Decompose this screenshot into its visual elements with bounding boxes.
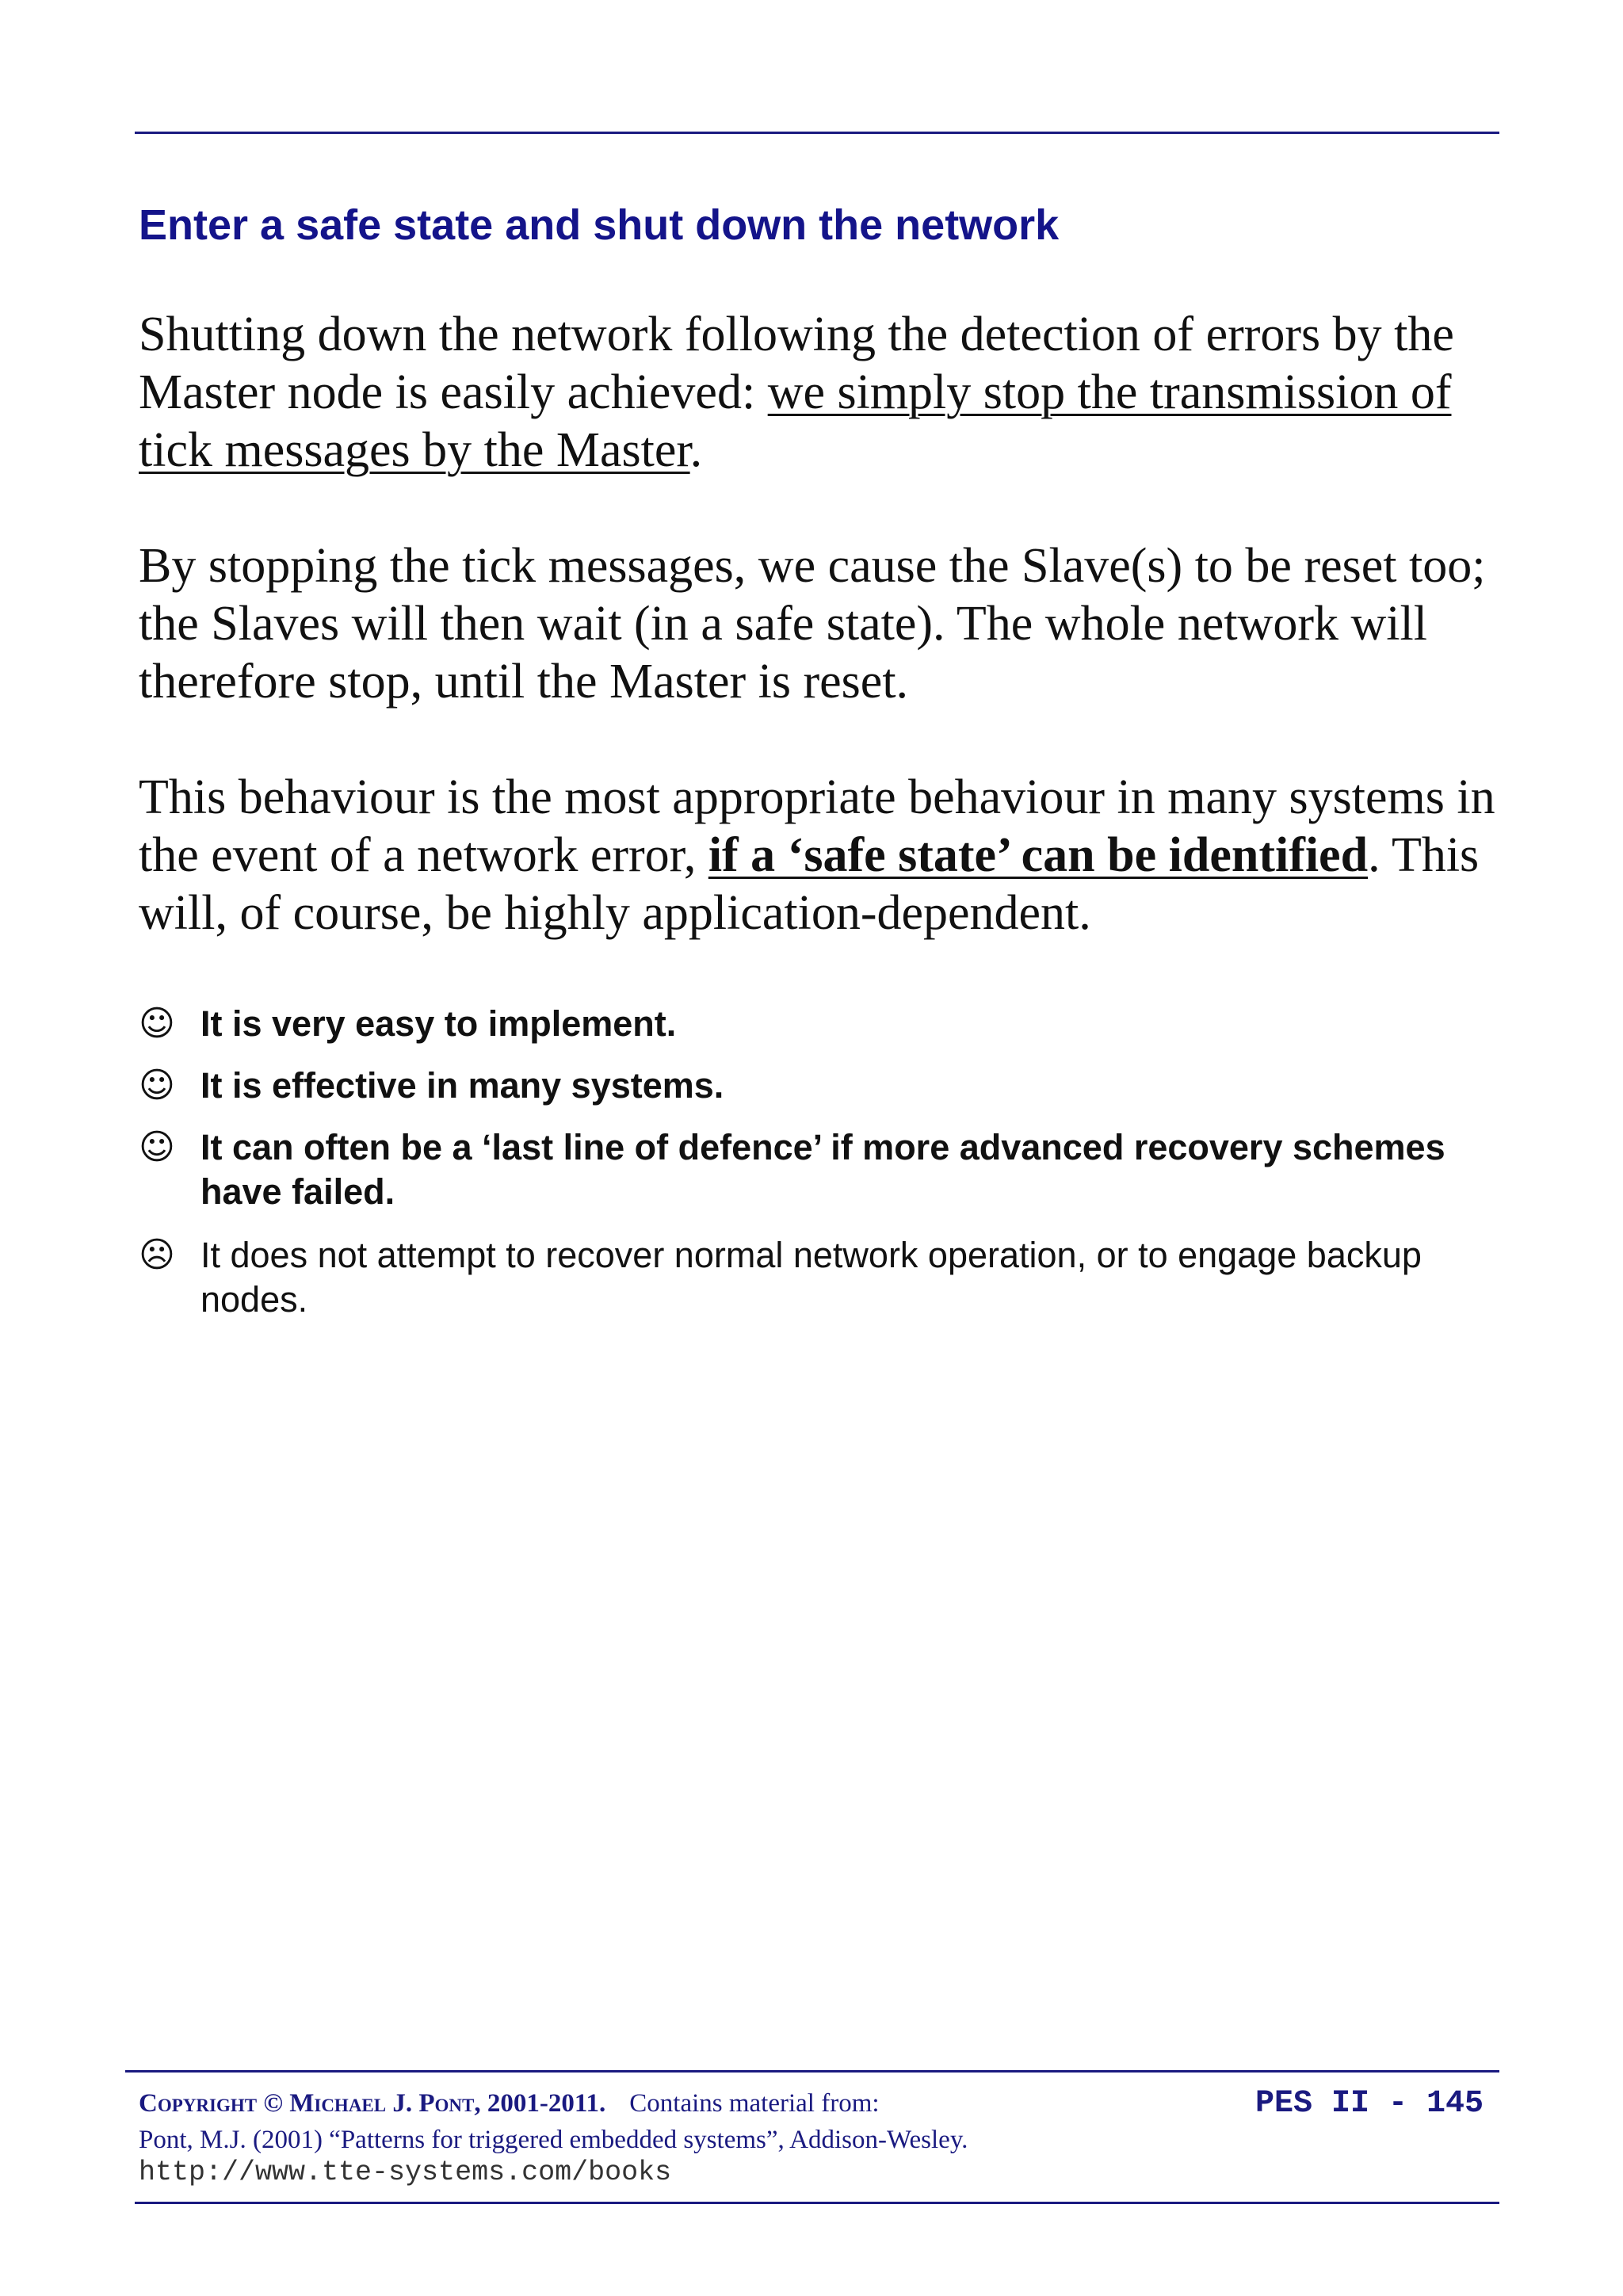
- paragraph-behaviour-end: . This will, of course, be highly application-dependent.: [139, 828, 1480, 940]
- footer-url: http://www.tte-systems.com/books: [139, 2157, 672, 2188]
- bullet-text: It is effective in many systems.: [200, 1065, 724, 1106]
- footer-citation: Pont, M.J. (2001) “Patterns for triggered embedded systems”, Addison-Wesley.: [139, 2126, 968, 2154]
- paragraph-shutdown-underlined: we simply stop the transmission of tick messages by the Master: [139, 365, 1452, 477]
- paragraph-behaviour: [139, 769, 1502, 942]
- paragraph-shutdown-end: .: [689, 423, 703, 477]
- smiley-icon: ☺: [139, 1127, 175, 1167]
- top-rule: [135, 132, 1499, 134]
- con-bullet: [139, 1233, 1502, 1322]
- paragraph-behaviour-text: This behaviour is the most appropriate behaviour in many systems in the event of a network error,: [139, 770, 1495, 882]
- smiley-icon: ☺: [139, 1065, 175, 1106]
- paragraph-slaves-reset: By stopping the tick messages, we cause the Slave(s) to be reset too; the Slaves will then wait (in a safe state). The whole network will therefore stop, until the Master is reset.: [139, 539, 1486, 709]
- pro-bullet: [139, 1125, 1502, 1214]
- paragraph-shutdown: [139, 306, 1502, 479]
- page-heading: Enter a safe state and shut down the network: [139, 201, 1060, 249]
- footer-copyright: Copyright © Michael J. Pont, 2001-2011.: [139, 2089, 606, 2118]
- paragraph-shutdown-text: Shutting down the network following the detection of errors by the Master node is easily achieved:: [139, 308, 1454, 419]
- bullet-text: It does not attempt to recover normal network operation, or to engage backup nodes.: [200, 1235, 1422, 1320]
- frown-icon: ☹: [139, 1235, 175, 1275]
- bullet-text: It can often be a ‘last line of defence’ if more advanced recovery schemes have failed.: [200, 1127, 1445, 1212]
- pro-bullet: [139, 1002, 1502, 1046]
- footer-contains: Contains material from:: [629, 2089, 880, 2118]
- page-number: PES II - 145: [1254, 2086, 1484, 2122]
- footer-rule-bottom: [135, 2202, 1499, 2204]
- footer-rule-top: [125, 2070, 1499, 2073]
- footer-copyright-line: [139, 2088, 880, 2119]
- bullet-text: It is very easy to implement.: [200, 1003, 677, 1044]
- pro-bullet: [139, 1064, 1502, 1108]
- paragraph-behaviour-emphasis: if a ‘safe state’ can be identified: [708, 828, 1369, 882]
- smiley-icon: ☺: [139, 1003, 175, 1044]
